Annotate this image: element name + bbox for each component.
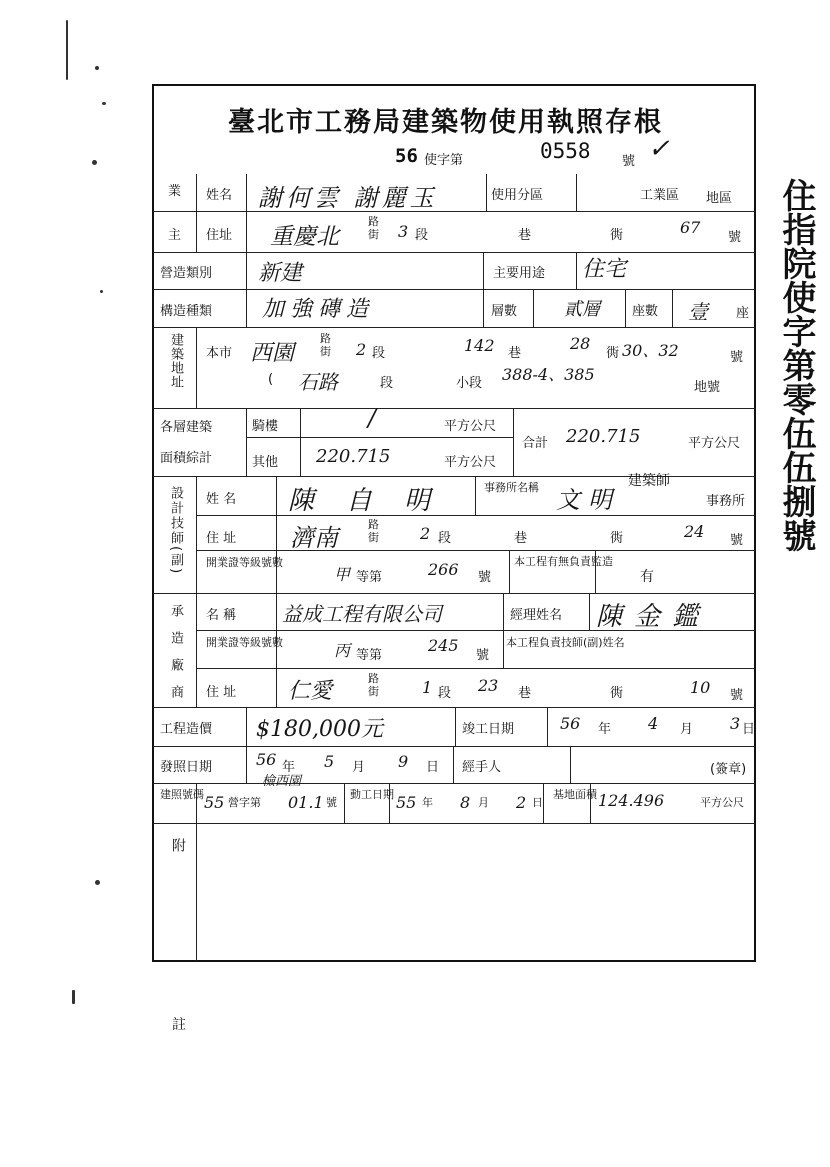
other-area-value: 220.715: [316, 446, 391, 467]
designer-xiang-label: 巷: [514, 531, 528, 546]
city-label: 本市: [206, 346, 233, 361]
designer-road-label: 路: [368, 518, 379, 531]
designer-name-label: 姓 名: [206, 492, 237, 507]
arcade-sqm: 平方公尺: [444, 419, 497, 434]
site-street-label: 街: [320, 345, 331, 358]
owner-name-value: 謝何雲 謝麗玉: [258, 184, 438, 212]
site-lot-value: 388-4、385: [502, 365, 595, 384]
building-permit-label: 建照號碼: [160, 788, 204, 801]
owner-road-value: 重慶北: [270, 224, 339, 250]
site-section-duan-label: 段: [380, 376, 394, 391]
street-label: 街: [368, 228, 379, 241]
completion-day-label: 日: [742, 722, 756, 737]
designer-grade-value: 甲: [334, 565, 351, 584]
contractor-road-value: 仁愛: [288, 679, 333, 704]
site-area-value: 124.496: [598, 791, 665, 810]
other-sqm: 平方公尺: [444, 455, 497, 470]
owner-address-label: 住址: [206, 228, 233, 243]
xiaoduan-label: 小段: [456, 376, 483, 391]
duan-label: 段: [415, 228, 429, 243]
start-day-value: 2: [516, 793, 527, 812]
issue-year-value: 56: [256, 750, 277, 769]
floors-label: 層數: [491, 304, 518, 319]
architect-office-suffix: 事務所: [706, 494, 746, 509]
issue-day-label: 日: [426, 760, 440, 775]
issue-year-label: 年: [282, 760, 296, 775]
contractor-license-value: 245: [428, 636, 459, 655]
site-road-label: 路: [320, 332, 331, 345]
designer-duan-value: 2: [420, 524, 431, 543]
main-use-label: 主要用途: [493, 266, 546, 281]
contractor-name-value: 益成工程有限公司: [282, 602, 442, 626]
hao-label: 號: [728, 230, 742, 245]
contractor-address-label: 住 址: [206, 685, 237, 700]
designer-license-value: 266: [428, 560, 459, 579]
owner-no-value: 67: [680, 218, 701, 237]
site-jie-label: 衖: [606, 346, 620, 361]
site-duan-value: 2: [356, 340, 367, 359]
seat-label: 座: [736, 306, 750, 321]
blocks-label: 座數: [632, 304, 659, 319]
arcade-value: /: [368, 404, 377, 432]
speck: [100, 290, 103, 293]
handler-label: 經手人: [462, 760, 502, 775]
right-margin-fragment: [762, 178, 822, 838]
designer-address-label: 住 址: [206, 531, 237, 546]
site-duan-label: 段: [372, 346, 386, 361]
start-month-label: 月: [478, 796, 489, 809]
designer-license-label: 開業證等級號數: [206, 556, 283, 569]
owner-duan-value: 3: [398, 222, 409, 241]
office-name-value: 文明: [556, 486, 620, 514]
site-xiang-value: 142: [464, 336, 495, 355]
issue-stamp: 檢西園: [262, 774, 302, 789]
owner-group-label-2: 主: [168, 228, 182, 243]
remarks-label: 附 註: [170, 838, 186, 1111]
form-title: 臺北市工務局建築物使用執照存根: [228, 107, 663, 138]
contractor-duan-label: 段: [438, 686, 452, 701]
speck: [95, 880, 100, 885]
start-date-label: 動工日期: [350, 788, 394, 801]
right-margin-text: 住指院使字第零伍伍捌號: [776, 178, 816, 552]
ying-zi-di-label: 營字第: [228, 796, 261, 809]
permit-year-value: 55: [204, 793, 225, 812]
site-area-label: 基地面積: [553, 788, 597, 801]
owner-group-label-1: 業: [168, 184, 182, 199]
designer-road-value: 濟南: [290, 524, 338, 552]
contractor-jie-label: 衖: [610, 686, 624, 701]
contractor-license-hao: 號: [476, 648, 490, 663]
engineer-label: 本工程負責技師(副)姓名: [506, 636, 625, 649]
permit-word: 使字第: [424, 153, 464, 168]
permit-form: [152, 84, 756, 962]
designer-hao-label: 號: [730, 533, 744, 548]
other-label: 其他: [252, 455, 279, 470]
completion-month-label: 月: [680, 722, 694, 737]
designer-name-value: 陳自明: [288, 486, 463, 516]
site-group-label: 建築地址: [168, 333, 183, 389]
issue-date-label: 發照日期: [160, 760, 213, 775]
start-month-value: 8: [460, 793, 471, 812]
manager-name-label: 經理姓名: [510, 608, 563, 623]
margin-mark: [72, 990, 75, 1004]
start-year-value: 55: [396, 793, 417, 812]
issue-month-label: 月: [352, 760, 366, 775]
speck: [95, 66, 99, 70]
site-xiang-label: 巷: [508, 346, 522, 361]
area-group-label-1: 各層建築: [160, 420, 213, 435]
speck: [102, 102, 106, 105]
jie-label: 衖: [610, 228, 624, 243]
site-section-value: 石路: [298, 370, 338, 394]
designer-license-hao: 號: [478, 570, 492, 585]
completion-date-label: 竣工日期: [462, 722, 515, 737]
cost-value: $180,000元: [256, 717, 383, 742]
designer-jie-label: 衖: [610, 531, 624, 546]
road-label: 路: [368, 215, 379, 228]
designer-no-value: 24: [684, 522, 705, 541]
site-no-value: 30、32: [622, 341, 679, 360]
architect-label: 建築師: [628, 473, 670, 489]
structure-label: 構造種類: [160, 304, 213, 319]
margin-mark: [66, 20, 68, 80]
xiang-label: 巷: [518, 228, 532, 243]
total-sqm: 平方公尺: [688, 436, 741, 451]
area-group-label-2: 面積綜計: [160, 451, 213, 466]
contractor-no-value: 10: [690, 678, 711, 697]
supervise-label: 本工程有無負責監造: [514, 555, 613, 568]
issue-day-value: 9: [398, 752, 409, 771]
issue-month-value: 5: [324, 752, 335, 771]
arcade-label: 騎樓: [252, 419, 279, 434]
designer-group-label: 設計技師(副): [168, 486, 183, 576]
contractor-road-label: 路: [368, 672, 379, 685]
build-type-value: 新建: [258, 261, 303, 286]
permit-no-value: 01.1: [288, 793, 324, 812]
designer-street-label: 街: [368, 531, 379, 544]
permit-year: 56: [395, 145, 418, 167]
zone-suffix: 地區: [706, 191, 733, 206]
contractor-license-label: 開業證等級號數: [206, 636, 283, 649]
contractor-xiang-label: 巷: [518, 686, 532, 701]
site-jie-value: 28: [570, 334, 591, 353]
speck: [92, 160, 97, 165]
designer-deng-di: 等第: [356, 570, 383, 585]
completion-year-label: 年: [598, 722, 612, 737]
use-zone-label: 使用分區: [491, 188, 544, 203]
main-use-value: 住宅: [582, 257, 627, 282]
contractor-grade-value: 丙: [334, 641, 351, 660]
contractor-hao-label: 號: [730, 688, 744, 703]
blocks-value: 壹: [688, 300, 708, 324]
completion-month-value: 4: [648, 714, 659, 733]
supervise-value: 有: [640, 569, 654, 585]
floors-value: 貳層: [564, 299, 600, 320]
start-year-label: 年: [422, 796, 433, 809]
start-day-label: 日: [532, 796, 543, 809]
site-road-value: 西園: [250, 341, 295, 366]
owner-name-label: 姓名: [206, 188, 233, 203]
contractor-group-label: 承造廠商: [168, 604, 183, 712]
designer-duan-label: 段: [438, 531, 452, 546]
contractor-xiang-value: 23: [478, 676, 499, 695]
company-name-label: 名 稱: [206, 608, 237, 623]
site-hao-label: 號: [730, 350, 744, 365]
completion-year-value: 56: [560, 714, 581, 733]
contractor-street-label: 街: [368, 685, 379, 698]
check-mark: ✓: [648, 134, 670, 164]
cost-label: 工程造價: [160, 722, 213, 737]
total-label: 合計: [522, 436, 549, 451]
completion-day-value: 3: [730, 714, 741, 733]
site-area-sqm: 平方公尺: [700, 796, 744, 809]
zone-text: 工業區: [640, 188, 680, 203]
contractor-duan-value: 1: [422, 678, 433, 697]
manager-name-value: 陳金鑑: [596, 602, 711, 632]
permit-no-hao: 號: [326, 796, 337, 809]
permit-number: 0558: [540, 139, 591, 163]
contractor-deng-di: 等第: [356, 648, 383, 663]
office-name-label: 事務所名稱: [484, 481, 539, 494]
dihao-label: 地號: [694, 380, 721, 395]
permit-suffix: 號: [622, 154, 636, 169]
signature-label: (簽章): [710, 762, 747, 777]
build-type-label: 營造類別: [160, 266, 213, 281]
total-area-value: 220.715: [566, 426, 641, 447]
structure-value: 加強磚造: [262, 297, 375, 322]
